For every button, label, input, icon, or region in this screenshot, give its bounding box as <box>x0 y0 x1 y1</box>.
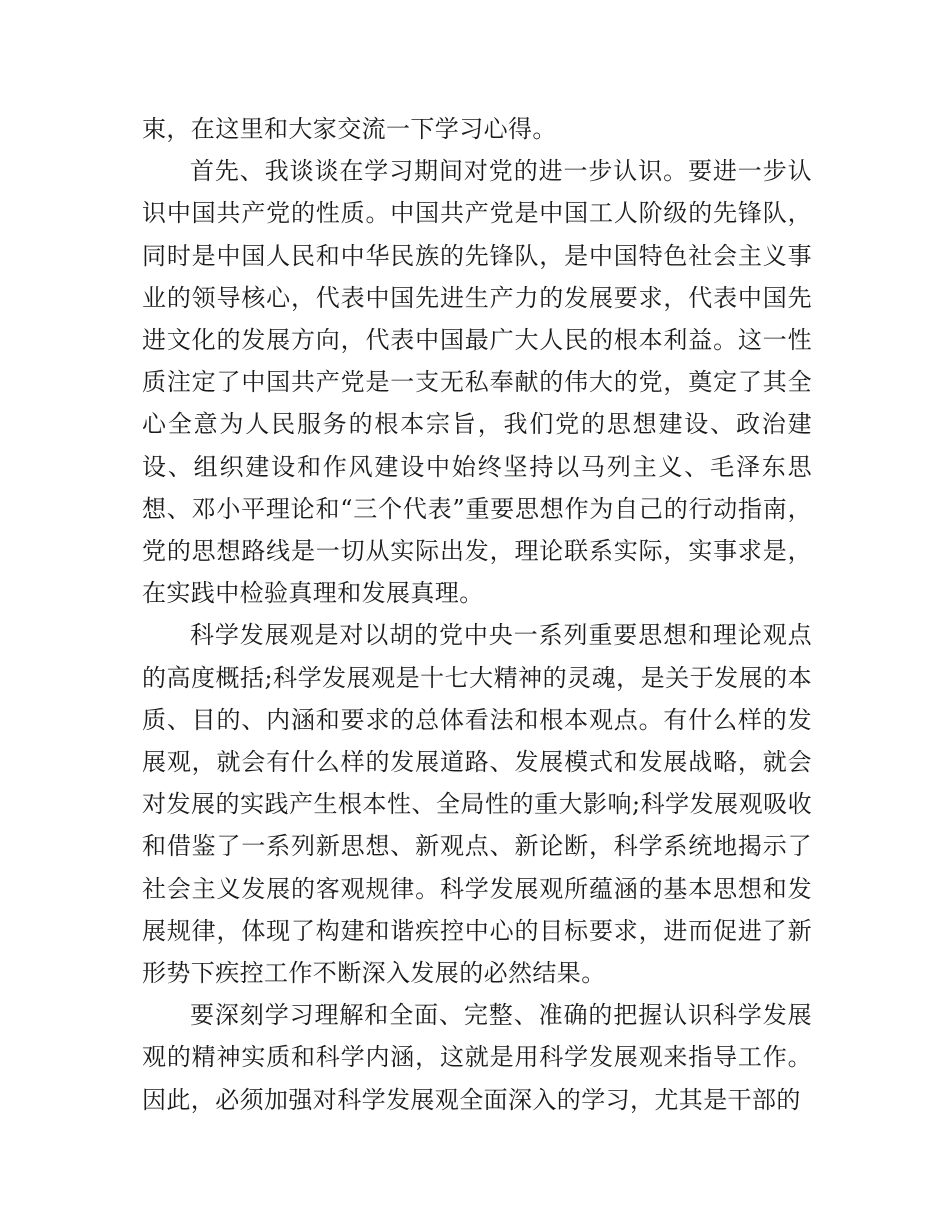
paragraph-study-requirements: 要深刻学习理解和全面、完整、准确的把握认识科学发展观的精神实质和科学内涵，这就是用科学发展观来指导工作。因此，必须加强对科学发展观全面深入的学习，尤其是干部的 <box>142 1001 812 1114</box>
paragraph-party-understanding: 首先、我谈谈在学习期间对党的进一步认识。要进一步认识中国共产党的性质。中国共产党是中国工人阶级的先锋队，同时是中国人民和中华民族的先锋队，是中国特色社会主义事业的领导核心，代表中国先进生产力的发展要求，代表中国先进文化的发展方向，代表中国最广大人民的根本利益。这一性质注定了中国共产党是一支无私奉献的伟大的党，奠定了其全心全意为人民服务的根本宗旨，我们党的思想建设、政治建设、组织建设和作风建设中始终坚持以马列主义、毛泽东思想、邓小平理论和“三个代表”重要思想作为自己的行动指南，党的思想路线是一切从实际出发，理论联系实际，实事求是，在实践中检验真理和发展真理。 <box>142 157 812 608</box>
paragraph-scientific-development: 科学发展观是对以胡的党中央一系列重要思想和理论观点的高度概括;科学发展观是十七大精神的灵魂，是关于发展的本质、目的、内涵和要求的总体看法和根本观点。有什么样的发展观，就会有什么样的发展道路、发展模式和发展战略，就会对发展的实践产生根本性、全局性的重大影响;科学发展观吸收和借鉴了一系列新思想、新观点、新论断，科学系统地揭示了社会主义发展的客观规律。科学发展观所蕴涵的基本思想和发展规律，体现了构建和谐疾控中心的目标要求，进而促进了新形势下疾控工作不断深入发展的必然结果。 <box>142 621 812 988</box>
document-body <box>142 108 812 1121</box>
paragraph-continuation: 束，在这里和大家交流一下学习心得。 <box>142 115 557 143</box>
